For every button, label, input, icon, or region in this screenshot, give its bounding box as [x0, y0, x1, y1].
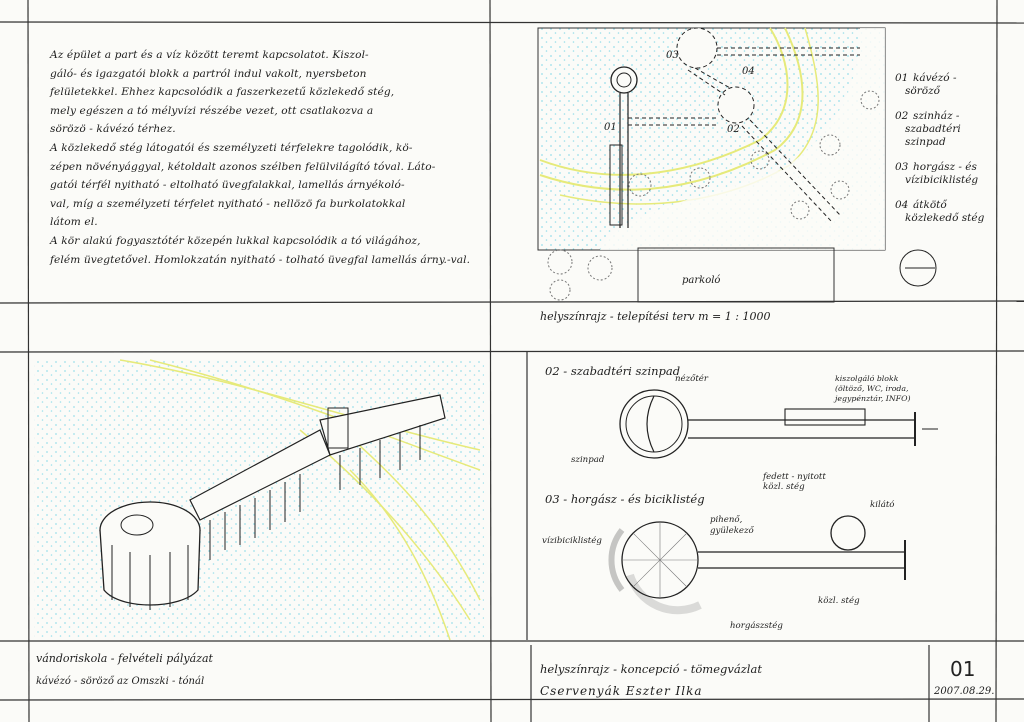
site-plan [538, 28, 936, 302]
site-label-04: 04 [742, 66, 755, 77]
parking-label: parkoló [682, 275, 721, 286]
site-plan-caption: helyszínrajz - telepítési terv m = 1 : 1000 [540, 310, 771, 323]
legend-item: 01 kávézó - söröző [895, 72, 957, 97]
label-kozl-steg: közl. stég [818, 596, 860, 606]
desc-line: A közlekedő stég látogatói és személyzeti térfelekre tagolódik, kö- [50, 141, 413, 154]
label-vizibicikli: vízibiciklistég [542, 536, 602, 546]
desc-line: val, míg a személyzeti térfelet nyitható - nellözö fa burkolatokkal [50, 197, 406, 210]
desc-line: gáló- és igazgatói blokk a partról indul vakolt, nyersbeton [50, 67, 367, 80]
detail-02-title: 02 - szabadtéri szinpad [545, 364, 681, 378]
label-szinpad: szinpad [571, 455, 605, 465]
legend-item: 02 szinház - szabadtéri szinpad [895, 110, 961, 148]
site-label-02: 02 [727, 124, 740, 135]
site-label-01: 01 [604, 122, 617, 133]
desc-line: A kör alakú fogyasztótér közepén lukkal kapcsolódik a tó világához, [50, 234, 421, 247]
label-fedett: fedett - nyitott közl. stég [763, 472, 826, 492]
label-nezoter: nézőtér [675, 374, 708, 384]
label-kiszolgalo: kiszolgáló blokk (öltöző, WC, iroda, jegypénztár, INFO) [835, 374, 911, 403]
label-horgaszsteg: horgászstég [730, 621, 783, 631]
label-piheno: pihenő, gyülekező [710, 515, 754, 536]
desc-line: felületekkel. Ehhez kapcsolódik a faszerkezetű közlekedő stég, [50, 86, 395, 99]
site-label-03: 03 [666, 50, 679, 61]
desc-line: Az épület a part és a víz között teremt kapcsolatot. Kiszol- [50, 49, 369, 61]
desc-line: sörözö - kávézó térhez. [50, 123, 176, 136]
description-text [50, 46, 480, 269]
detail-03-title: 03 - horgász - és biciklistég [545, 492, 705, 506]
sheet-date: 2007.08.29. [934, 686, 995, 697]
legend [895, 72, 1015, 237]
legend-item: 03 horgász - és vízibiciklistég [895, 161, 979, 186]
detail-03-sketch [611, 516, 905, 610]
titleblock-competition: vándoriskola - felvételi pályázat [36, 652, 213, 665]
desc-line: mely egészen a tó mélyvízi részébe vezet, ott csatlakozva a [50, 104, 374, 117]
desc-line: gatói térfél nyitható - eltolható üvegfalakkal, lamellás árnyékoló- [50, 179, 405, 192]
legend-item: 04 átkötő közlekedő stég [895, 199, 985, 224]
desc-line: felém üvegtetővel. Homlokzatán nyitható - tolható üvegfal lamellás árny.-val. [50, 253, 471, 266]
titleblock-project: kávézó - söröző az Omszki - tónál [36, 676, 205, 687]
axonometric-sketch [34, 358, 484, 640]
titleblock-author: Cservenyák Eszter Ilka [540, 684, 703, 698]
desc-line: látom el. [50, 216, 98, 229]
sheet-number: 01 [950, 657, 976, 681]
titleblock-drawing-title: helyszínrajz - koncepció - tömegvázlat [540, 662, 762, 676]
desc-line: zépen növényággyal, kétoldalt azonos szélben felülvilágító tóval. Láto- [50, 160, 436, 173]
label-kilato: kilátó [870, 500, 895, 510]
